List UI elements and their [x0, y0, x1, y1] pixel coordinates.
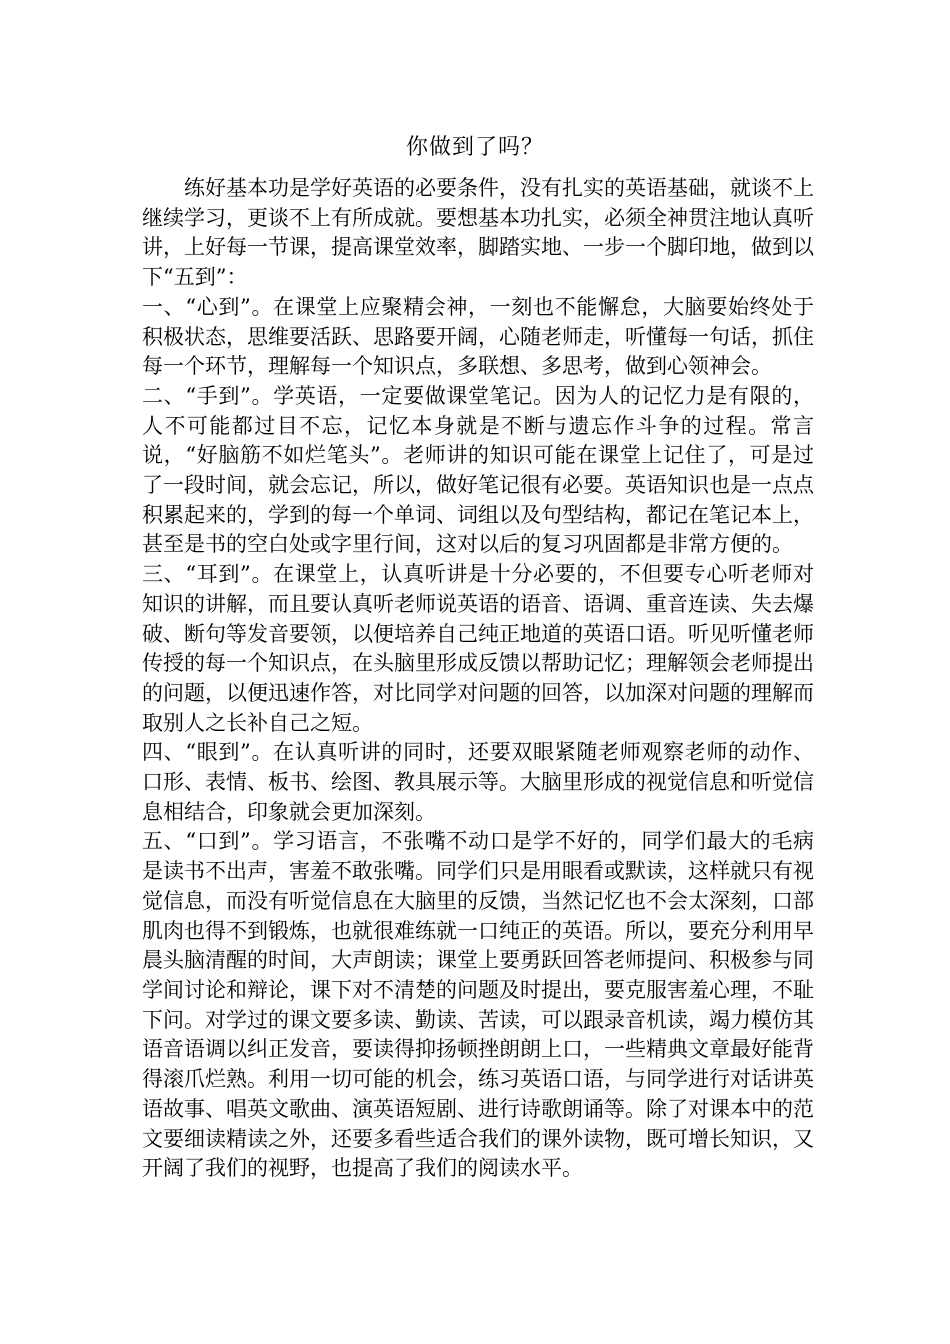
document-body	[142, 174, 814, 1184]
paragraph-eye: 四、“眼到”。在认真听讲的同时，还要双眼紧随老师观察老师的动作、口形、表情、板书、绘图、教具展示等。大脑里形成的视觉信息和听觉信息相结合，印象就会更加深刻。	[142, 740, 814, 824]
paragraph-heart: 一、“心到”。在课堂上应聚精会神，一刻也不能懈怠，大脑要始终处于积极状态，思维要活跃、思路要开阔，心随老师走，听懂每一句话，抓住每一个环节，理解每一个知识点，多联想、多思考，做到心领神会。	[142, 294, 814, 379]
paragraph-hand: 二、“手到”。学英语，一定要做课堂笔记。因为人的记忆力是有限的，人不可能都过目不忘，记忆本身就是不断与遗忘作斗争的过程。常言说，“好脑筋不如烂笔头”。老师讲的知识可能在课堂上记住了，可是过了一段时间，就会忘记，所以，做好笔记很有必要。英语知识也是一点点积累起来的，学到的每一个单词、词组以及句型结构，都记在笔记本上，甚至是书的空白处或字里行间，这对以后的复习巩固都是非常方便的。	[142, 383, 814, 557]
paragraph-ear: 三、“耳到”。在课堂上，认真听讲是十分必要的，不但要专心听老师对知识的讲解，而且要认真听老师说英语的语音、语调、重音连读、失去爆破、断句等发音要领，以便培养自己纯正地道的英语口语。听见听懂老师传授的每一个知识点，在头脑里形成反馈以帮助记忆；理解领会老师提出的问题，以便迅速作答，对比同学对问题的回答，以加深对问题的理解而取别人之长补自己之短。	[142, 562, 814, 735]
paragraph-mouth: 五、“口到”。学习语言，不张嘴不动口是学不好的，同学们最大的毛病是读书不出声，害羞不敢张嘴。同学们只是用眼看或默读，这样就只有视觉信息，而没有听觉信息在大脑里的反馈，当然记忆也不会太深刻，口部肌肉也得不到锻炼，也就很难练就一口纯正的英语。所以，要充分利用早晨头脑清醒的时间，大声朗读；课堂上要勇跃回答老师提问、积极参与同学间讨论和辩论，课下对不清楚的问题及时提出，要克服害羞心理，不耻下问。对学过的课文要多读、勤读、苦读，可以跟录音机读，竭力模仿其语音语调以纠正发音，要读得抑扬顿挫朗朗上口，一些精典文章最好能背得滚爪烂熟。利用一切可能的机会，练习英语口语，与同学进行对话讲英语故事、唱英文歌曲、演英语短剧、进行诗歌朗诵等。除了对课本中的范文要细读精读之外，还要多看些适合我们的课外读物，既可增长知识，又开阔了我们的视野，也提高了我们的阅读水平。	[142, 829, 814, 1181]
document-title: 你做到了吗？	[405, 135, 544, 160]
intro-paragraph: 练好基本功是学好英语的必要条件，没有扎实的英语基础，就谈不上继续学习，更谈不上有所成就。要想基本功扎实，必须全神贯注地认真听讲，上好每一节课，提高课堂效率，脚踏实地、一步一个脚印地，做到以下“五到”：	[142, 176, 814, 290]
